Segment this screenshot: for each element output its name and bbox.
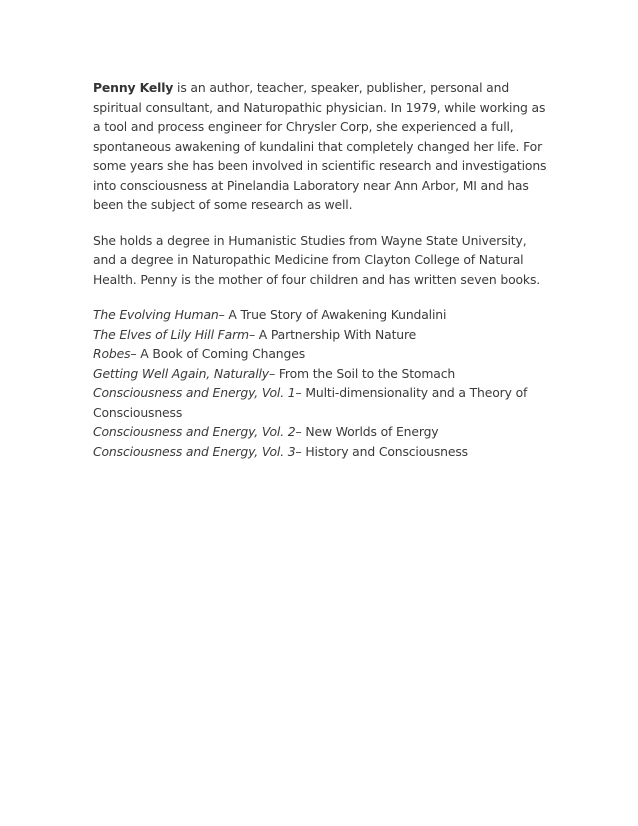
bio-paragraph-education: She holds a degree in Humanistic Studies from Wayne State University, and a degree in Naturopathic Medicine from Clayton College of Natural Health. Penny is the mother of four children and has written seven books.	[93, 232, 541, 287]
book-subtitle: – A True Story of Awakening Kundalini	[218, 307, 447, 322]
book-subtitle: – A Partnership With Nature	[248, 326, 417, 342]
book-subtitle: – History and Consciousness	[295, 443, 468, 459]
book-item	[93, 442, 553, 462]
book-title: Consciousness and Energy, Vol. 1	[93, 385, 296, 400]
book-list	[93, 305, 553, 461]
book-subtitle: – New Worlds of Energy	[295, 424, 439, 439]
book-item	[93, 383, 553, 422]
book-item	[93, 305, 553, 325]
book-title: The Elves of Lily Hill Farm	[93, 326, 249, 342]
book-title: Consciousness and Energy, Vol. 2	[93, 424, 296, 439]
book-item	[93, 344, 553, 364]
book-item	[93, 364, 553, 384]
book-subtitle: – A Book of Coming Changes	[130, 346, 305, 361]
author-bio-page	[93, 78, 553, 461]
author-name: Penny Kelly	[93, 80, 174, 95]
book-title: Robes	[93, 346, 131, 361]
book-item	[93, 325, 553, 345]
bio-paragraph-intro	[93, 78, 553, 215]
book-item	[93, 422, 553, 442]
book-subtitle: – From the Soil to the Stomach	[268, 365, 456, 381]
book-title: Getting Well Again, Naturally	[93, 365, 269, 381]
book-title: Consciousness and Energy, Vol. 3	[93, 443, 296, 459]
book-title: The Evolving Human	[93, 307, 219, 322]
book-subtitle: – Multi-dimensionality and a Theory of Consciousness	[93, 385, 528, 420]
bio-intro-text: is an author, teacher, speaker, publisher, personal and spiritual consultant, and Naturopathic physician. In 1979, while working as a tool and process engineer for Chrysler Corp, she experienced a full, spontaneous awakening of kundalini that completely changed her life. For some years she has been involved in scientific research and investigations into consciousness at Pinelandia Laboratory near Ann Arbor, MI and has been the subject of some research as well.	[93, 80, 547, 212]
